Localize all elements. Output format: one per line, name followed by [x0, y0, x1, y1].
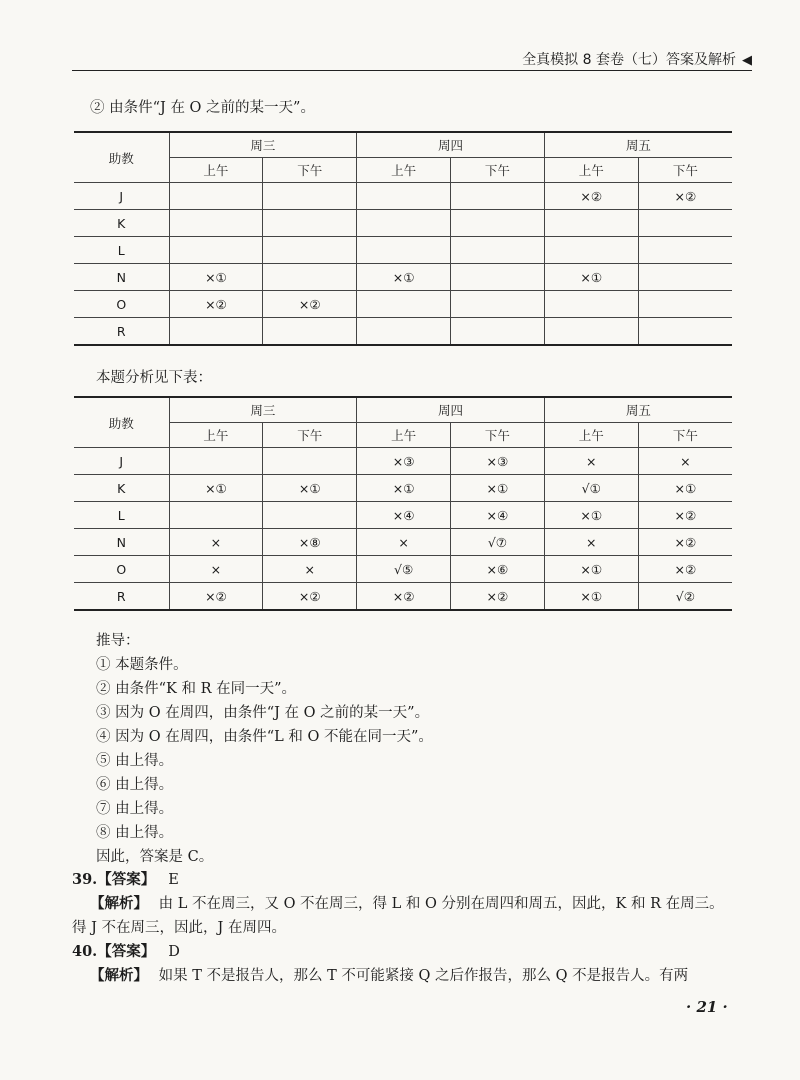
table-1: [74, 131, 732, 346]
half-day-header: 下午: [450, 423, 544, 448]
table-cell: [544, 318, 638, 346]
table-cell: ×⑧: [263, 529, 357, 556]
table-cell: ×②: [638, 502, 732, 529]
q39-analysis: [90, 895, 724, 913]
table-row: [74, 291, 732, 318]
row-label: L: [74, 237, 169, 264]
row-label: R: [74, 318, 169, 346]
page-number: · 21 ·: [686, 998, 728, 1016]
analysis-intro: 本题分析见下表：: [96, 370, 212, 386]
analysis-text: 得 J 不在周三，因此，J 在周四。: [72, 920, 286, 936]
answer-value: E: [168, 872, 179, 888]
table-cell: [263, 318, 357, 346]
derivation-step: ④ 因为 O 在周四，由条件“L 和 O 不能在同一天”。: [96, 729, 433, 745]
table-cell: ×①: [544, 583, 638, 611]
table-cell: ×②: [263, 291, 357, 318]
analysis-label: 【解析】: [90, 967, 148, 984]
derivation-step: ① 本题条件。: [96, 657, 188, 673]
running-header: [72, 50, 752, 71]
table-cell: ×: [357, 529, 451, 556]
table-cell: ×②: [638, 556, 732, 583]
half-day-header: 下午: [638, 158, 732, 183]
answer-label: 【答案】: [97, 943, 156, 960]
table-cell: [638, 264, 732, 291]
table-cell: [357, 291, 451, 318]
table-cell: [544, 237, 638, 264]
day-header: 周五: [544, 132, 732, 158]
table-cell: ×①: [357, 475, 451, 502]
table-row: [74, 183, 732, 210]
table-row: [74, 210, 732, 237]
table-cell: [544, 291, 638, 318]
derivation-step: ⑦ 由上得。: [96, 801, 174, 817]
table-cell: [169, 448, 263, 475]
derivation-step: ⑧ 由上得。: [96, 825, 174, 841]
half-day-header: 下午: [263, 158, 357, 183]
table-cell: [357, 183, 451, 210]
table-cell: [263, 264, 357, 291]
row-label: K: [74, 475, 169, 502]
table-cell: [450, 264, 544, 291]
derivation-title: 推导：: [96, 633, 140, 649]
day-header: 周四: [357, 397, 545, 423]
half-day-header: 上午: [357, 158, 451, 183]
table-cell: [450, 210, 544, 237]
q40-block: [72, 943, 180, 961]
table-cell: ×: [638, 448, 732, 475]
table-cell: [544, 210, 638, 237]
half-day-header: 上午: [544, 423, 638, 448]
row-label: J: [74, 183, 169, 210]
q40-analysis: [90, 967, 688, 985]
table-cell: [450, 318, 544, 346]
row-label: K: [74, 210, 169, 237]
table-cell: ×①: [169, 264, 263, 291]
half-day-header: 上午: [169, 158, 263, 183]
table-row: [74, 583, 732, 611]
table-cell: [450, 291, 544, 318]
table-row: [74, 448, 732, 475]
table-cell: ×①: [263, 475, 357, 502]
half-day-header: 上午: [357, 423, 451, 448]
derivation-step: ③ 因为 O 在周四，由条件“J 在 O 之前的某一天”。: [96, 705, 430, 721]
table-cell: ×: [169, 529, 263, 556]
day-header: 周三: [169, 132, 357, 158]
derivation-step: ⑥ 由上得。: [96, 777, 174, 793]
row-label: J: [74, 448, 169, 475]
table-corner-header: 助教: [74, 397, 169, 448]
table-cell: ×②: [357, 583, 451, 611]
half-day-header: 上午: [544, 158, 638, 183]
table-cell: ×④: [357, 502, 451, 529]
table-2: [74, 396, 732, 611]
table-cell: [169, 502, 263, 529]
table-cell: ×: [169, 556, 263, 583]
table-cell: ×②: [263, 583, 357, 611]
table-cell: [638, 318, 732, 346]
table-cell: ×③: [357, 448, 451, 475]
row-label: O: [74, 291, 169, 318]
row-label: O: [74, 556, 169, 583]
day-header: 周四: [357, 132, 545, 158]
row-label: N: [74, 264, 169, 291]
row-label: R: [74, 583, 169, 611]
table-cell: [263, 210, 357, 237]
table-row: [74, 529, 732, 556]
q39-block: [72, 871, 179, 889]
question-number: 40.: [72, 943, 98, 960]
table-cell: [357, 237, 451, 264]
table-cell: √②: [638, 583, 732, 611]
table-cell: √①: [544, 475, 638, 502]
table-cell: [638, 210, 732, 237]
table-cell: ×③: [450, 448, 544, 475]
table-cell: [169, 318, 263, 346]
table-cell: ×②: [544, 183, 638, 210]
table-cell: [263, 502, 357, 529]
table-row: [74, 237, 732, 264]
table-row: [74, 556, 732, 583]
table-cell: [263, 448, 357, 475]
derivation-step: ② 由条件“K 和 R 在同一天”。: [96, 681, 297, 697]
analysis-text: 由 L 不在周三，又 O 不在周三，得 L 和 O 分别在周四和周五，因此，K 和 R 在周三。: [158, 896, 724, 912]
table-row: [74, 502, 732, 529]
table-cell: [357, 210, 451, 237]
table-cell: [638, 237, 732, 264]
day-header: 周三: [169, 397, 357, 423]
table-cell: ×①: [544, 264, 638, 291]
derivation-conclusion: 因此，答案是 C。: [96, 849, 214, 865]
table-cell: [169, 237, 263, 264]
half-day-header: 下午: [638, 423, 732, 448]
derivation-step: ⑤ 由上得。: [96, 753, 174, 769]
day-header: 周五: [544, 397, 732, 423]
answer-value: D: [168, 944, 180, 960]
question-number: 39.: [72, 871, 98, 888]
row-label: N: [74, 529, 169, 556]
table-cell: [450, 237, 544, 264]
table-cell: [638, 291, 732, 318]
table-cell: √⑤: [357, 556, 451, 583]
table-row: [74, 264, 732, 291]
table-cell: ×①: [169, 475, 263, 502]
table-cell: ×②: [169, 583, 263, 611]
table-cell: ×②: [638, 183, 732, 210]
table-cell: √⑦: [450, 529, 544, 556]
table-cell: ×①: [638, 475, 732, 502]
half-day-header: 上午: [169, 423, 263, 448]
table-cell: ×①: [544, 556, 638, 583]
table-cell: ×⑥: [450, 556, 544, 583]
table-row: [74, 475, 732, 502]
table-cell: ×①: [450, 475, 544, 502]
intro-line: ② 由条件“J 在 O 之前的某一天”。: [90, 100, 315, 116]
table-cell: [450, 183, 544, 210]
table-cell: ×①: [544, 502, 638, 529]
table-row: [74, 318, 732, 346]
table-cell: [263, 237, 357, 264]
half-day-header: 下午: [263, 423, 357, 448]
table-cell: [357, 318, 451, 346]
table-cell: [169, 210, 263, 237]
table-cell: ×②: [638, 529, 732, 556]
row-label: L: [74, 502, 169, 529]
table-cell: ×②: [169, 291, 263, 318]
table-corner-header: 助教: [74, 132, 169, 183]
answer-label: 【答案】: [97, 871, 156, 888]
table-cell: ×: [544, 448, 638, 475]
table-cell: [169, 183, 263, 210]
table-cell: ×①: [357, 264, 451, 291]
table-cell: ×②: [450, 583, 544, 611]
analysis-text: 如果 T 不是报告人，那么 T 不可能紧接 Q 之后作报告，那么 Q 不是报告人。有两: [158, 968, 689, 984]
half-day-header: 下午: [450, 158, 544, 183]
analysis-label: 【解析】: [90, 895, 148, 912]
table-cell: [263, 183, 357, 210]
table-cell: ×④: [450, 502, 544, 529]
header-title: 全真模拟 8 套卷（七）答案及解析: [522, 52, 736, 68]
table-cell: ×: [544, 529, 638, 556]
table-cell: ×: [263, 556, 357, 583]
header-marker-icon: ◀: [742, 53, 752, 68]
